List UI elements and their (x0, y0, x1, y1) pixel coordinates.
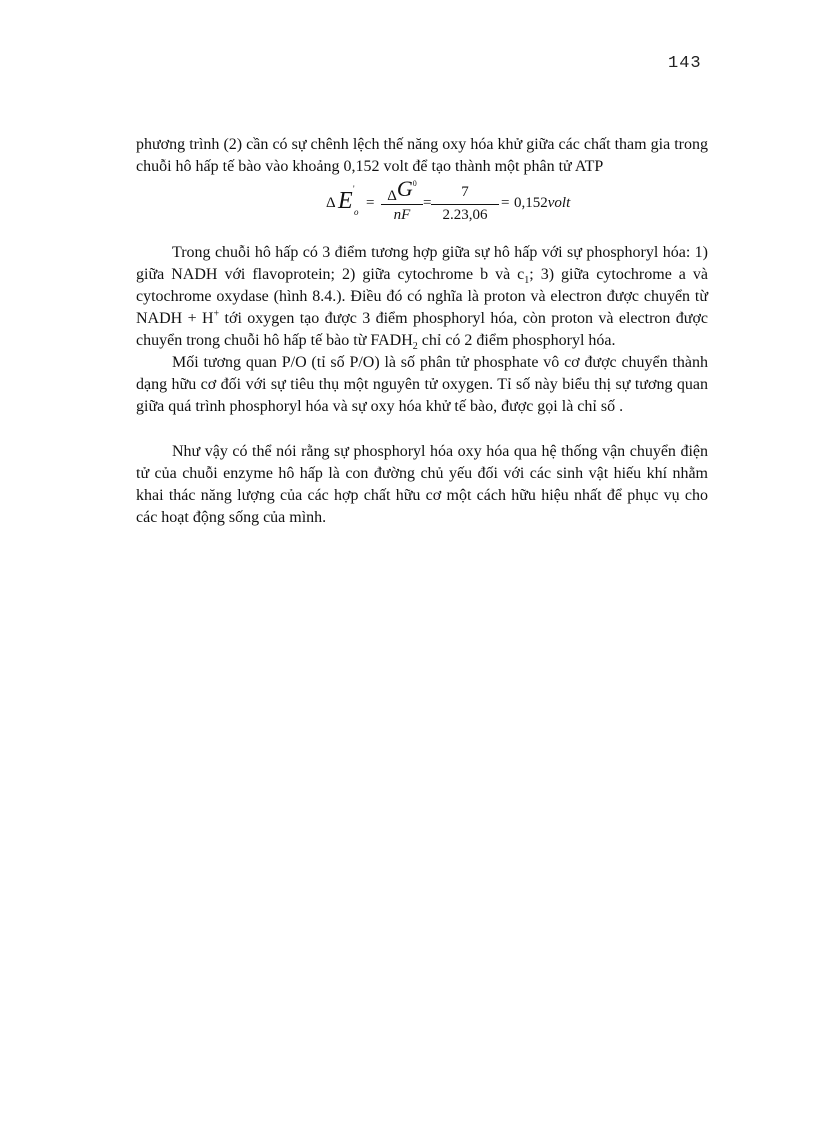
equation-equals-1: = (366, 195, 375, 211)
p2-text-c: tới oxygen tạo được 3 điểm phosphoryl hóa, còn proton và electron được chuyển trong chuỗi hô hấp tế bào từ FADH (136, 310, 709, 349)
equation-result-unit: volt (547, 195, 571, 211)
equation-prime: ' (353, 184, 355, 194)
equation-equals-3: = (501, 195, 510, 211)
paragraph-po-ratio: Mối tương quan P/O (tỉ số P/O) là số phân tử phosphate vô cơ được chuyển thành dạng hữu cơ đối với sự tiêu thụ một nguyên tử oxygen. Tỉ số này biểu thị sự tương quan giữa quá trình phosphoryl hóa và sự oxy hóa khử tế bào, được gọi là chỉ số . (136, 354, 708, 415)
subscript-1: 1 (524, 275, 530, 287)
paragraph-conclusion: Như vậy có thể nói rằng sự phosphoryl hóa oxy hóa qua hệ thống vận chuyển điện tử của chuỗi enzyme hô hấp là con đường chủ yếu đối với các sinh vật hiếu khí nhằm khai thác năng lượng của các hợp chất hữu cơ một cách hữu hiệu nhất để phục vụ cho các hoạt động sống của mình. (136, 443, 708, 526)
equation-delta-symbol: Δ (326, 195, 336, 211)
equation-superscript-zero: 0 (412, 179, 417, 188)
fraction-bar-1 (381, 204, 423, 205)
equation-denominator-nf: nF (393, 207, 411, 223)
equation-e-symbol: E (338, 188, 353, 214)
equation-equals-2: = (423, 195, 432, 211)
superscript-plus: + (213, 308, 220, 320)
subscript-2: 2 (412, 341, 418, 353)
paragraph-phosphorylation-points (136, 242, 708, 352)
equation-result (514, 195, 570, 212)
p2-text-b: ; 3) giữa cytochrome a và cytochrome oxydase (hình 8.4.). Điều đó có nghĩa là proton và electron được chuyển từ NADH + H (136, 266, 709, 327)
p2-text-a: Trong chuỗi hô hấp có 3 điểm tương hợp giữa sự hô hấp với sự phosphoryl hóa: 1) giữa NADH với flavoprotein; 2) giữa cytochrome b và c (136, 244, 708, 283)
equation-result-value: 0,152 (514, 195, 548, 211)
equation-g-symbol: G (396, 176, 413, 201)
fraction-bar-2 (431, 204, 499, 205)
equation-numerator-seven: 7 (461, 184, 469, 200)
p2-text-d: chỉ có 2 điểm phosphoryl hóa. (417, 332, 616, 349)
paragraph-intro: phương trình (2) cần có sự chênh lệch thế năng oxy hóa khử giữa các chất tham gia trong chuỗi hô hấp tế bào vào khoảng 0,152 volt để tạo thành một phân tử ATP (136, 136, 708, 175)
equation-subscript-o: o (354, 207, 359, 217)
equation-delta-g-symbol: Δ (387, 188, 397, 204)
equation-denominator-value: 2.23,06 (442, 207, 488, 223)
page-number: 143 (668, 54, 702, 73)
